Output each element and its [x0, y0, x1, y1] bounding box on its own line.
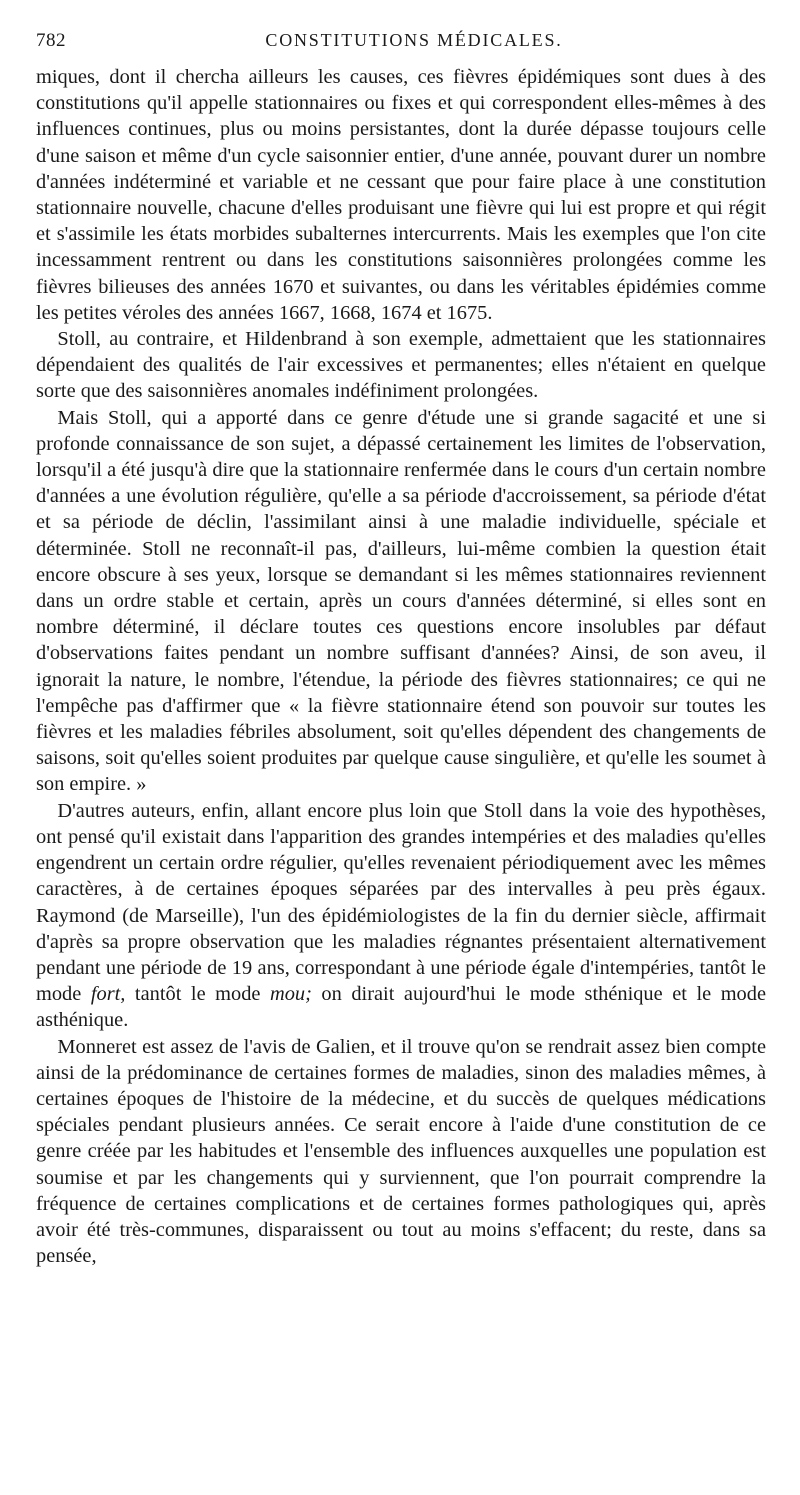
paragraph-text: D'autres auteurs, enfin, allant encore plus loin que Stoll dans la voie des hypothèses, ont pensé qu'il existait dans l'apparition des grandes intempéries et des maladies qu'elles engendrent un certain ordre régulier, qu'elles revenaient périodiquement avec les mêmes caractères, à de certaines époques séparées par des intervalles à peu près égaux. Raymond (de Marseille), l'un des épidémiologistes de la fin du dernier siècle, affirmait d'après sa propre observation que les maladies régnantes présentaient alternativement pendant une période de 19 ans, correspondant à une période égale d'intempéries, tantôt le mode — [36, 799, 766, 1006]
page-header — [36, 30, 766, 56]
paragraph-continued: miques, dont il chercha ailleurs les causes, ces fièvres épidémiques sont dues à des constitutions qu'il appelle stationnaires ou fixes et qui correspondent elles-mêmes à des influences continues, plus ou moins persistantes, dont la durée dépasse toujours celle d'une saison et même d'un cycle saisonnier entier, d'une année, pouvant durer un nombre d'années indéterminé et variable et ne cessant que pour faire place à une constitution stationnaire nouvelle, chacune d'elles produisant une fièvre qui lui est propre et qui régit et s'assimile les états morbides subalternes intercurrents. Mais les exemples que l'on cite incessamment rentrent ou dans les constitutions saisonnières prolongées comme les fièvres bilieuses des années 1670 et suivantes, ou dans les véritables épidémies comme les petites véroles des années 1667, 1668, 1674 et 1675. — [36, 66, 766, 324]
paragraph-text: on dirait aujourd'hui le mode sthénique et le mode asthénique. — [36, 983, 766, 1032]
paragraph-stoll-critique: Mais Stoll, qui a apporté dans ce genre d'étude une si grande sagacité et une si profonde connaissance de son sujet, a dépassé certainement les limites de l'observation, lorsqu'il a été jusqu'à dire que la stationnaire renfermée dans le cours d'un certain nombre d'années a une évolution régulière, qu'elle a sa période d'accroissement, sa période d'état et sa période de déclin, l'assimilant ainsi à une maladie individuelle, spéciale et déterminée. Stoll ne reconnaît-il pas, d'ailleurs, lui-même combien la question était encore obscure à ses yeux, lorsque se demandant si les mêmes stationnaires reviennent dans un ordre stable et certain, après un cours d'années déterminé, si elles sont en nombre déterminé, il déclare toutes ces questions encore insolubles par défaut d'observations faites pendant un nombre suffisant d'années? Ainsi, de son aveu, il ignorait la nature, le nombre, l'étendue, la période des fièvres stationnaires; ce qui ne l'empêche pas d'affirmer que « la fièvre stationnaire étend son pouvoir sur toutes les fièvres et les maladies fébriles absolument, soit qu'elles dépendent des changements de saisons, soit qu'elles soient produites par quelque cause singulière, et qu'elle les soumet à son empire. » — [36, 406, 766, 796]
paragraph-stoll-hildenbrand: Stoll, au contraire, et Hildenbrand à son exemple, admettaient que les stationnaires dépendaient des qualités de l'air excessives et permanentes; elles n'étaient en quelque sorte que des saisonnières anomales indéfiniment prolongées. — [36, 328, 766, 403]
running-title: CONSTITUTIONS MÉDICALES. — [265, 30, 563, 50]
paragraph-monneret: Monneret est assez de l'avis de Galien, et il trouve qu'on se rendrait assez bien compte ainsi de la prédominance de certaines formes de maladies, sinon des maladies mêmes, à certaines époques de l'histoire de la médecine, et du succès de quelques médications spéciales pendant plusieurs années. Ce serait encore à l'aide d'une constitution de ce genre créée par les habitudes et l'ensemble des influences auxquelles une population est soumise et par les changements qui y surviennent, que l'on pourrait comprendre la fréquence de certaines complications et de certaines formes pathologiques qui, après avoir été très-communes, disparaissent ou tout au moins s'effacent; du reste, dans sa pensée, — [36, 1035, 766, 1268]
paragraph-other-authors — [36, 798, 766, 1034]
italic-term-mou: mou; — [269, 983, 312, 1006]
body-text — [36, 64, 766, 1269]
paragraph-text: tantôt le mode — [125, 983, 270, 1006]
italic-term-fort: fort, — [90, 983, 126, 1006]
page-number: 782 — [36, 30, 66, 51]
